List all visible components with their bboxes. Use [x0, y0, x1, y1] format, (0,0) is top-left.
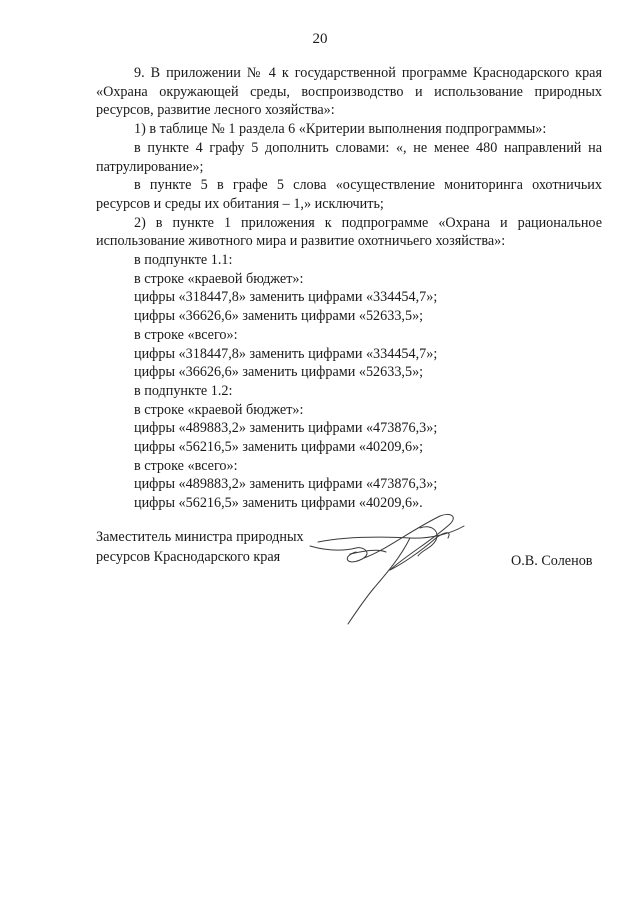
signature-position-line2: ресурсов Краснодарского края	[96, 549, 281, 565]
paragraph: 9. В приложении № 4 к государственной программе Краснодарского края «Охрана окружающей среды, воспроизводство и использование природных ресурсов, развитие лесного хозяйства»:	[96, 65, 602, 119]
signature-position-line1: Заместитель министра природных	[96, 529, 304, 545]
text-line: в подпункте 1.1:	[134, 252, 233, 269]
signature-position	[96, 527, 304, 567]
text-line: цифры «36626,6» заменить цифрами «52633,5»;	[134, 308, 424, 325]
text-line: в строке «краевой бюджет»:	[134, 270, 304, 287]
paragraph: 1) в таблице № 1 раздела 6 «Критерии выполнения подпрограммы»:	[134, 121, 547, 138]
text-line: цифры «56216,5» заменить цифрами «40209,6».	[134, 495, 423, 512]
paragraph: в пункте 4 графу 5 дополнить словами: «, не менее 480 направлений на патрулирование»;	[96, 139, 602, 175]
signer-name: О.В. Соленов	[511, 553, 593, 569]
text-line: цифры «36626,6» заменить цифрами «52633,5»;	[134, 364, 424, 381]
text-line: в подпункте 1.2:	[134, 382, 233, 399]
text-line: в строке «краевой бюджет»:	[134, 401, 304, 418]
text-line: в строке «всего»:	[134, 326, 238, 343]
handwritten-signature	[290, 508, 480, 638]
text-line: цифры «318447,8» заменить цифрами «334454,7»;	[134, 345, 438, 362]
paragraph: 2) в пункте 1 приложения к подпрограмме «Охрана и рациональное использование животного мира и развитие охотничьего хозяйства»:	[96, 214, 602, 250]
paragraph: в пункте 5 в графе 5 слова «осуществление мониторинга охотничьих ресурсов и среды их обитания – 1,» исключить;	[96, 177, 602, 212]
text-line: цифры «489883,2» заменить цифрами «473876,3»;	[134, 420, 438, 437]
text-line: в строке «всего»:	[134, 457, 238, 474]
document-body	[96, 64, 602, 513]
text-line: цифры «489883,2» заменить цифрами «473876,3»;	[134, 476, 438, 493]
page-number: 20	[312, 31, 328, 47]
text-line: цифры «318447,8» заменить цифрами «334454,7»;	[134, 289, 438, 306]
text-line: цифры «56216,5» заменить цифрами «40209,6»;	[134, 439, 424, 456]
